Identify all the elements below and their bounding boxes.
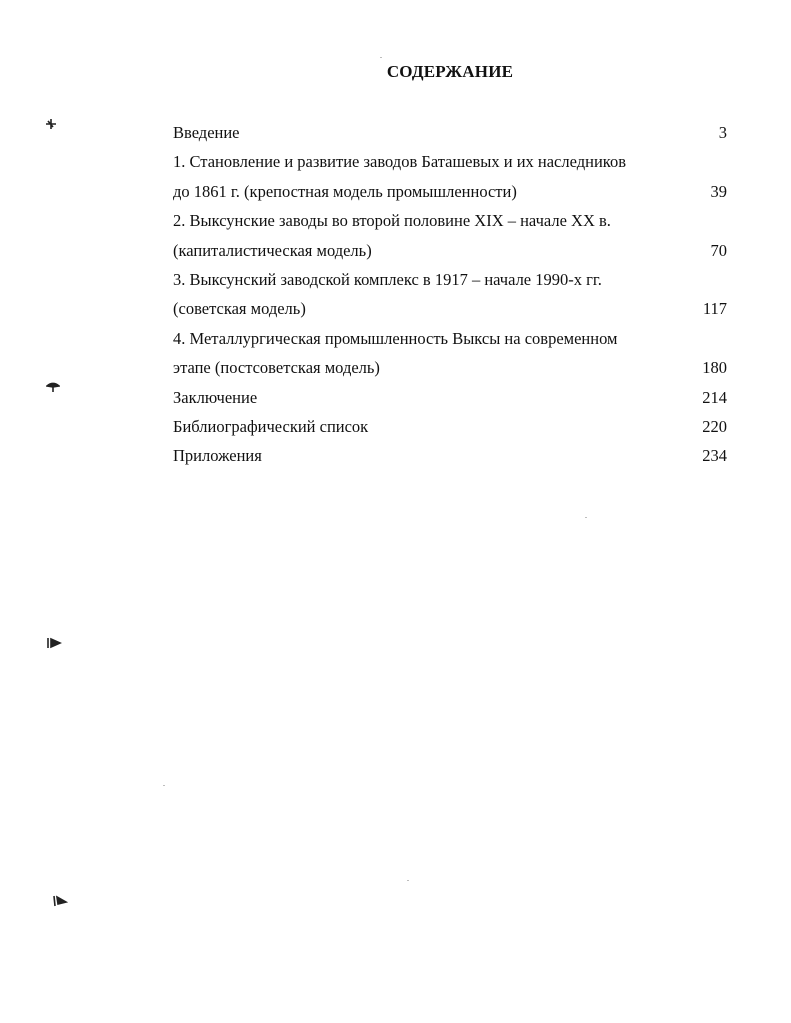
toc-entry-line — [173, 118, 733, 147]
toc-entry-text: Приложения — [173, 446, 262, 466]
punch-mark-icon — [44, 117, 58, 131]
toc-entry-text: этапе (постсоветская модель) — [173, 358, 380, 378]
toc-entry-text: Введение — [173, 123, 240, 142]
toc-entry-text: (капиталистическая модель) — [173, 240, 372, 260]
toc-entry-line — [173, 265, 733, 294]
toc-entry-line — [173, 294, 733, 323]
toc-entry-line — [173, 206, 733, 235]
page-title: СОДЕРЖАНИЕ — [386, 62, 514, 81]
toc-entry-line — [173, 383, 733, 412]
toc-page-number: 214 — [702, 387, 727, 407]
toc-entry-text: Заключение — [173, 387, 258, 407]
toc-entry-line — [173, 353, 733, 382]
toc-entry-line — [173, 236, 733, 265]
toc-entry-text: 3. Выксунский заводской комплекс в 1917 – начале 1990-х гг. — [173, 269, 602, 289]
toc-entry-text: 1. Становление и развитие заводов Баташевых и их наследников — [173, 152, 626, 172]
table-of-contents — [173, 118, 733, 471]
toc-entry-text: 4. Металлургическая промышленность Выксы на современном — [173, 328, 618, 348]
toc-page-number: 234 — [702, 446, 727, 466]
toc-page-number: 180 — [702, 358, 727, 378]
scan-speck — [585, 517, 587, 518]
toc-page-number: 220 — [702, 416, 727, 436]
toc-page-number: 70 — [710, 240, 727, 260]
toc-entry-line — [173, 177, 733, 206]
toc-entry-line — [173, 441, 733, 470]
toc-entry-text: до 1861 г. (крепостная модель промышленности) — [173, 181, 517, 201]
toc-entry-line — [173, 412, 733, 441]
toc-entry-text: Библиографический список — [173, 416, 369, 436]
toc-entry-line — [173, 147, 733, 176]
toc-entry-line — [173, 324, 733, 353]
toc-entry-text: (советская модель) — [173, 299, 306, 319]
scan-speck — [163, 785, 165, 786]
scan-speck — [407, 880, 409, 881]
toc-page-number: 39 — [710, 181, 727, 201]
punch-mark-icon — [52, 894, 66, 908]
toc-page-number: 117 — [702, 299, 727, 319]
punch-mark-icon — [46, 380, 60, 394]
punch-mark-icon — [46, 636, 60, 650]
toc-entry-text: 2. Выксунские заводы во второй половине XIX – начале XX в. — [173, 211, 611, 231]
scan-speck — [380, 57, 382, 58]
toc-page-number: 3 — [718, 123, 727, 142]
